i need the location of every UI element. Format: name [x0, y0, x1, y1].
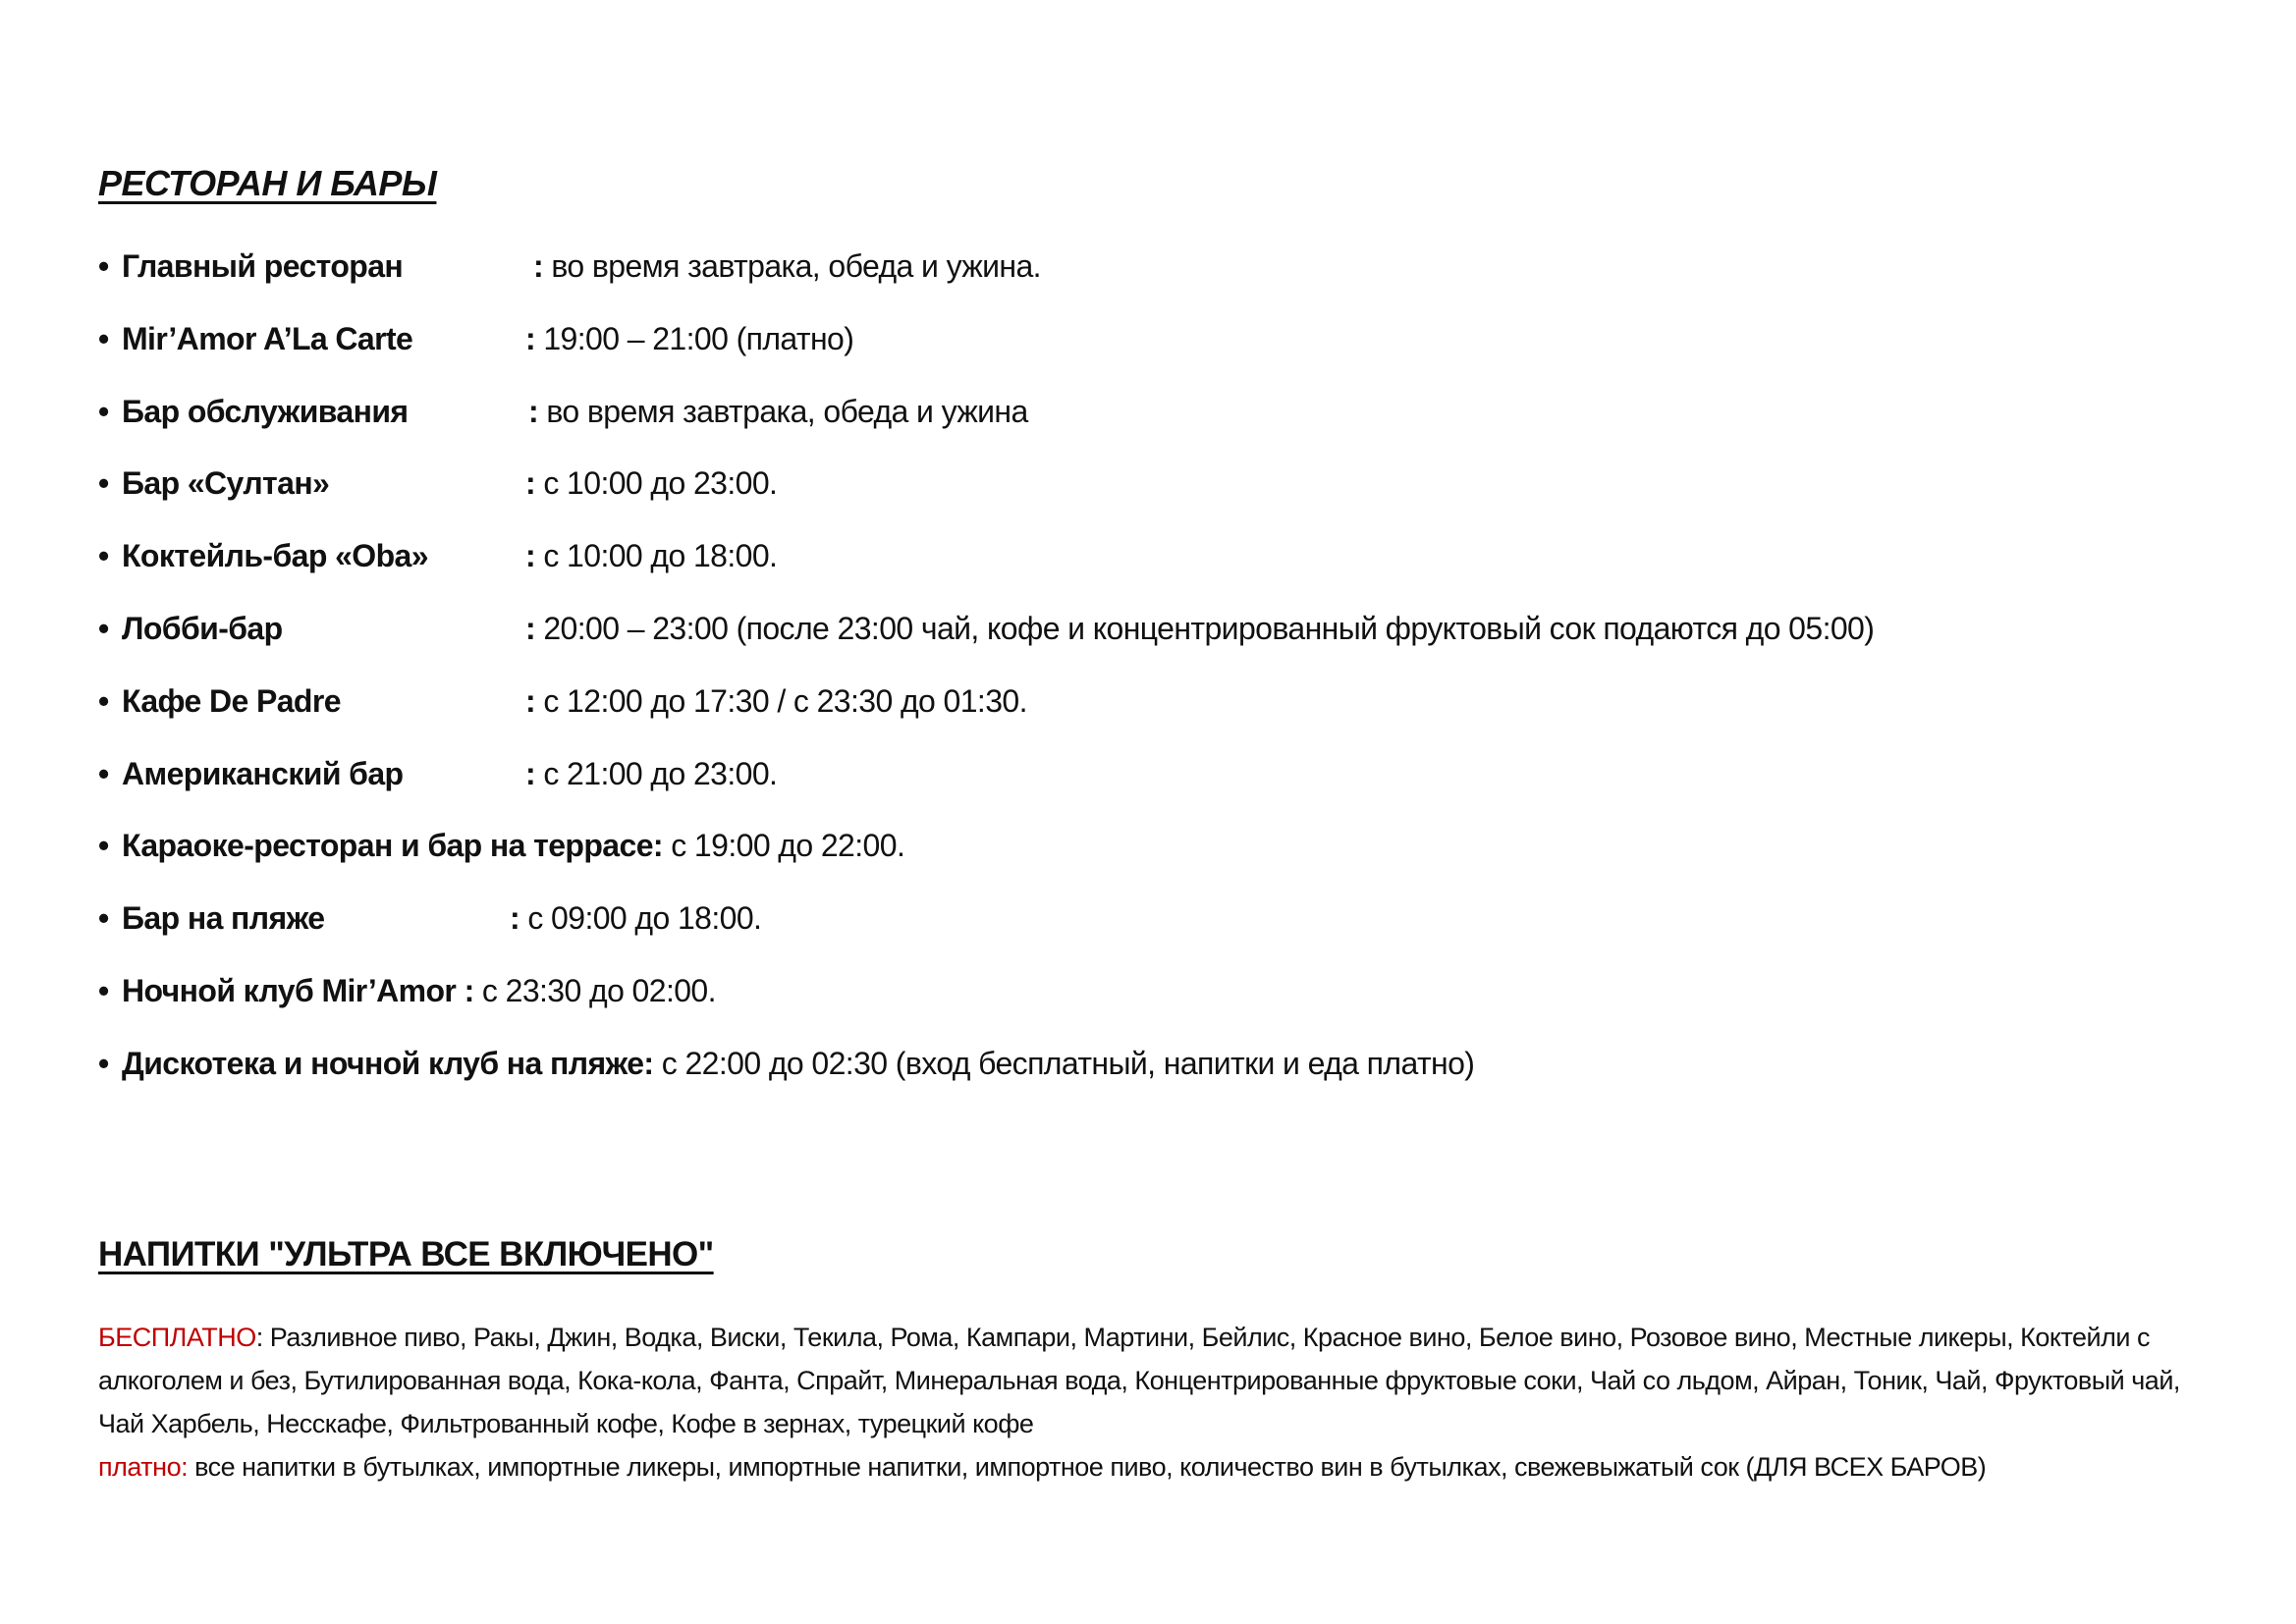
list-item — [98, 533, 1474, 606]
colon-separator: : — [528, 393, 539, 429]
hours-value: с 10:00 до 18:00. — [535, 538, 778, 574]
restaurants-heading: РЕСТОРАН И БАРЫ — [98, 163, 437, 203]
bullet-icon: • — [98, 610, 109, 646]
hours-value: с 12:00 до 17:30 / с 23:30 до 01:30. — [535, 682, 1027, 719]
venue-hours — [643, 1046, 1474, 1081]
bullet-icon: • — [98, 465, 109, 502]
venue-name: Коктейль-бар «Oba» — [122, 538, 428, 574]
colon-separator: : — [510, 900, 520, 937]
venue-name: Бар на пляже — [122, 900, 325, 937]
colon-separator: : — [643, 1045, 654, 1081]
venue-hours — [525, 316, 853, 361]
drinks-description — [98, 1316, 2219, 1489]
colon-separator: : — [525, 465, 536, 502]
bullet-icon: • — [98, 248, 109, 284]
bullet-icon: • — [98, 755, 109, 791]
list-item — [98, 316, 1474, 389]
venue-name: Ночной клуб Mir’Amor — [122, 972, 465, 1008]
colon-separator: : — [525, 755, 536, 791]
venue-hours — [525, 751, 777, 796]
hours-value: с 23:30 до 02:00. — [473, 972, 716, 1008]
venue-hours — [525, 460, 777, 506]
list-item — [98, 968, 1474, 1041]
hours-value: с 21:00 до 23:00. — [535, 755, 778, 791]
restaurant-list — [98, 244, 1875, 1113]
colon-separator: : — [525, 538, 536, 574]
hours-value: 19:00 – 21:00 (платно) — [535, 320, 854, 356]
bullet-icon: • — [98, 972, 109, 1008]
list-item — [98, 244, 1474, 316]
list-item — [98, 823, 1474, 895]
paid-drinks-list: все напитки в бутылках, импортные ликеры, импортные напитки, импортное пиво, количество вин в бутылках, свежевыжатый сок (ДЛЯ ВСЕХ БАРОВ) — [188, 1452, 1987, 1482]
list-item — [98, 751, 1474, 824]
venue-name: Американский бар — [122, 755, 404, 791]
free-drinks-paragraph — [98, 1316, 2219, 1445]
bullet-icon: • — [98, 1045, 109, 1081]
venue-name: Караоке-ресторан и бар на террасе — [122, 828, 653, 864]
venue-name: Главный ресторан — [122, 248, 404, 284]
list-item — [98, 678, 1474, 751]
colon-separator: : — [525, 610, 536, 646]
colon-separator: : — [652, 828, 663, 864]
hours-value: с 19:00 до 22:00. — [662, 828, 905, 864]
venue-name: Кафе De Padre — [122, 682, 341, 719]
hours-value: во время завтрака, обеда и ужина — [538, 393, 1028, 429]
hours-value: 20:00 – 23:00 (после 23:00 чай, кофе и концентрированный фруктовый сок подаются до 05:00) — [535, 610, 1875, 646]
list-item — [98, 606, 1875, 678]
venue-hours — [525, 533, 777, 578]
venue-hours — [465, 973, 716, 1008]
free-label: БЕСПЛАТНО — [98, 1323, 256, 1352]
venue-hours — [653, 828, 904, 863]
venue-hours — [533, 244, 1041, 289]
bullet-icon: • — [98, 828, 109, 864]
colon-separator: : — [533, 248, 544, 284]
venue-hours — [525, 678, 1027, 724]
list-item — [98, 389, 1474, 461]
bullet-icon: • — [98, 393, 109, 429]
list-item — [98, 895, 1474, 968]
list-item — [98, 1041, 1474, 1113]
venue-hours — [528, 389, 1028, 434]
colon-separator: : — [525, 682, 536, 719]
venue-name: Дискотека и ночной клуб на пляже — [122, 1045, 644, 1081]
list-item — [98, 460, 1474, 533]
bullet-icon: • — [98, 682, 109, 719]
colon-separator: : — [464, 972, 474, 1008]
venue-name: Бар обслуживания — [122, 393, 409, 429]
free-drinks-list: : Разливное пиво, Ракы, Джин, Водка, Виски, Текила, Рома, Кампари, Мартини, Бейлис, Красное вино, Белое вино, Розовое вино, Местные ликеры, Коктейли с алкоголем и без, Бутилированная вода, Кока-кола, Фанта, Спрайт, Минеральная вода, Концентрированные фруктовые соки, Чай со льдом, Айран, Тоник, Чай, Фруктовый чай, Чай Харбель, Несскафе, Фильтрованный кофе, Кофе в зернах, турецкий кофе — [98, 1323, 2180, 1438]
venue-hours — [525, 606, 1874, 651]
hours-value: с 09:00 до 18:00. — [519, 900, 762, 937]
venue-name: Mir’Amor A’La Carte — [122, 320, 413, 356]
bullet-icon: • — [98, 900, 109, 937]
colon-separator: : — [525, 320, 536, 356]
venue-name: Бар «Султан» — [122, 465, 330, 502]
hours-value: с 22:00 до 02:30 (вход бесплатный, напитки и еда платно) — [653, 1045, 1475, 1081]
paid-label: платно: — [98, 1452, 189, 1482]
bullet-icon: • — [98, 320, 109, 356]
venue-hours — [510, 895, 761, 941]
venue-name: Лобби-бар — [122, 610, 283, 646]
drinks-heading: НАПИТКИ "УЛЬТРА ВСЕ ВКЛЮЧЕНО" — [98, 1235, 714, 1273]
hours-value: с 10:00 до 23:00. — [535, 465, 778, 502]
paid-drinks-paragraph — [98, 1445, 2219, 1489]
hours-value: во время завтрака, обеда и ужина. — [543, 248, 1041, 284]
bullet-icon: • — [98, 538, 109, 574]
